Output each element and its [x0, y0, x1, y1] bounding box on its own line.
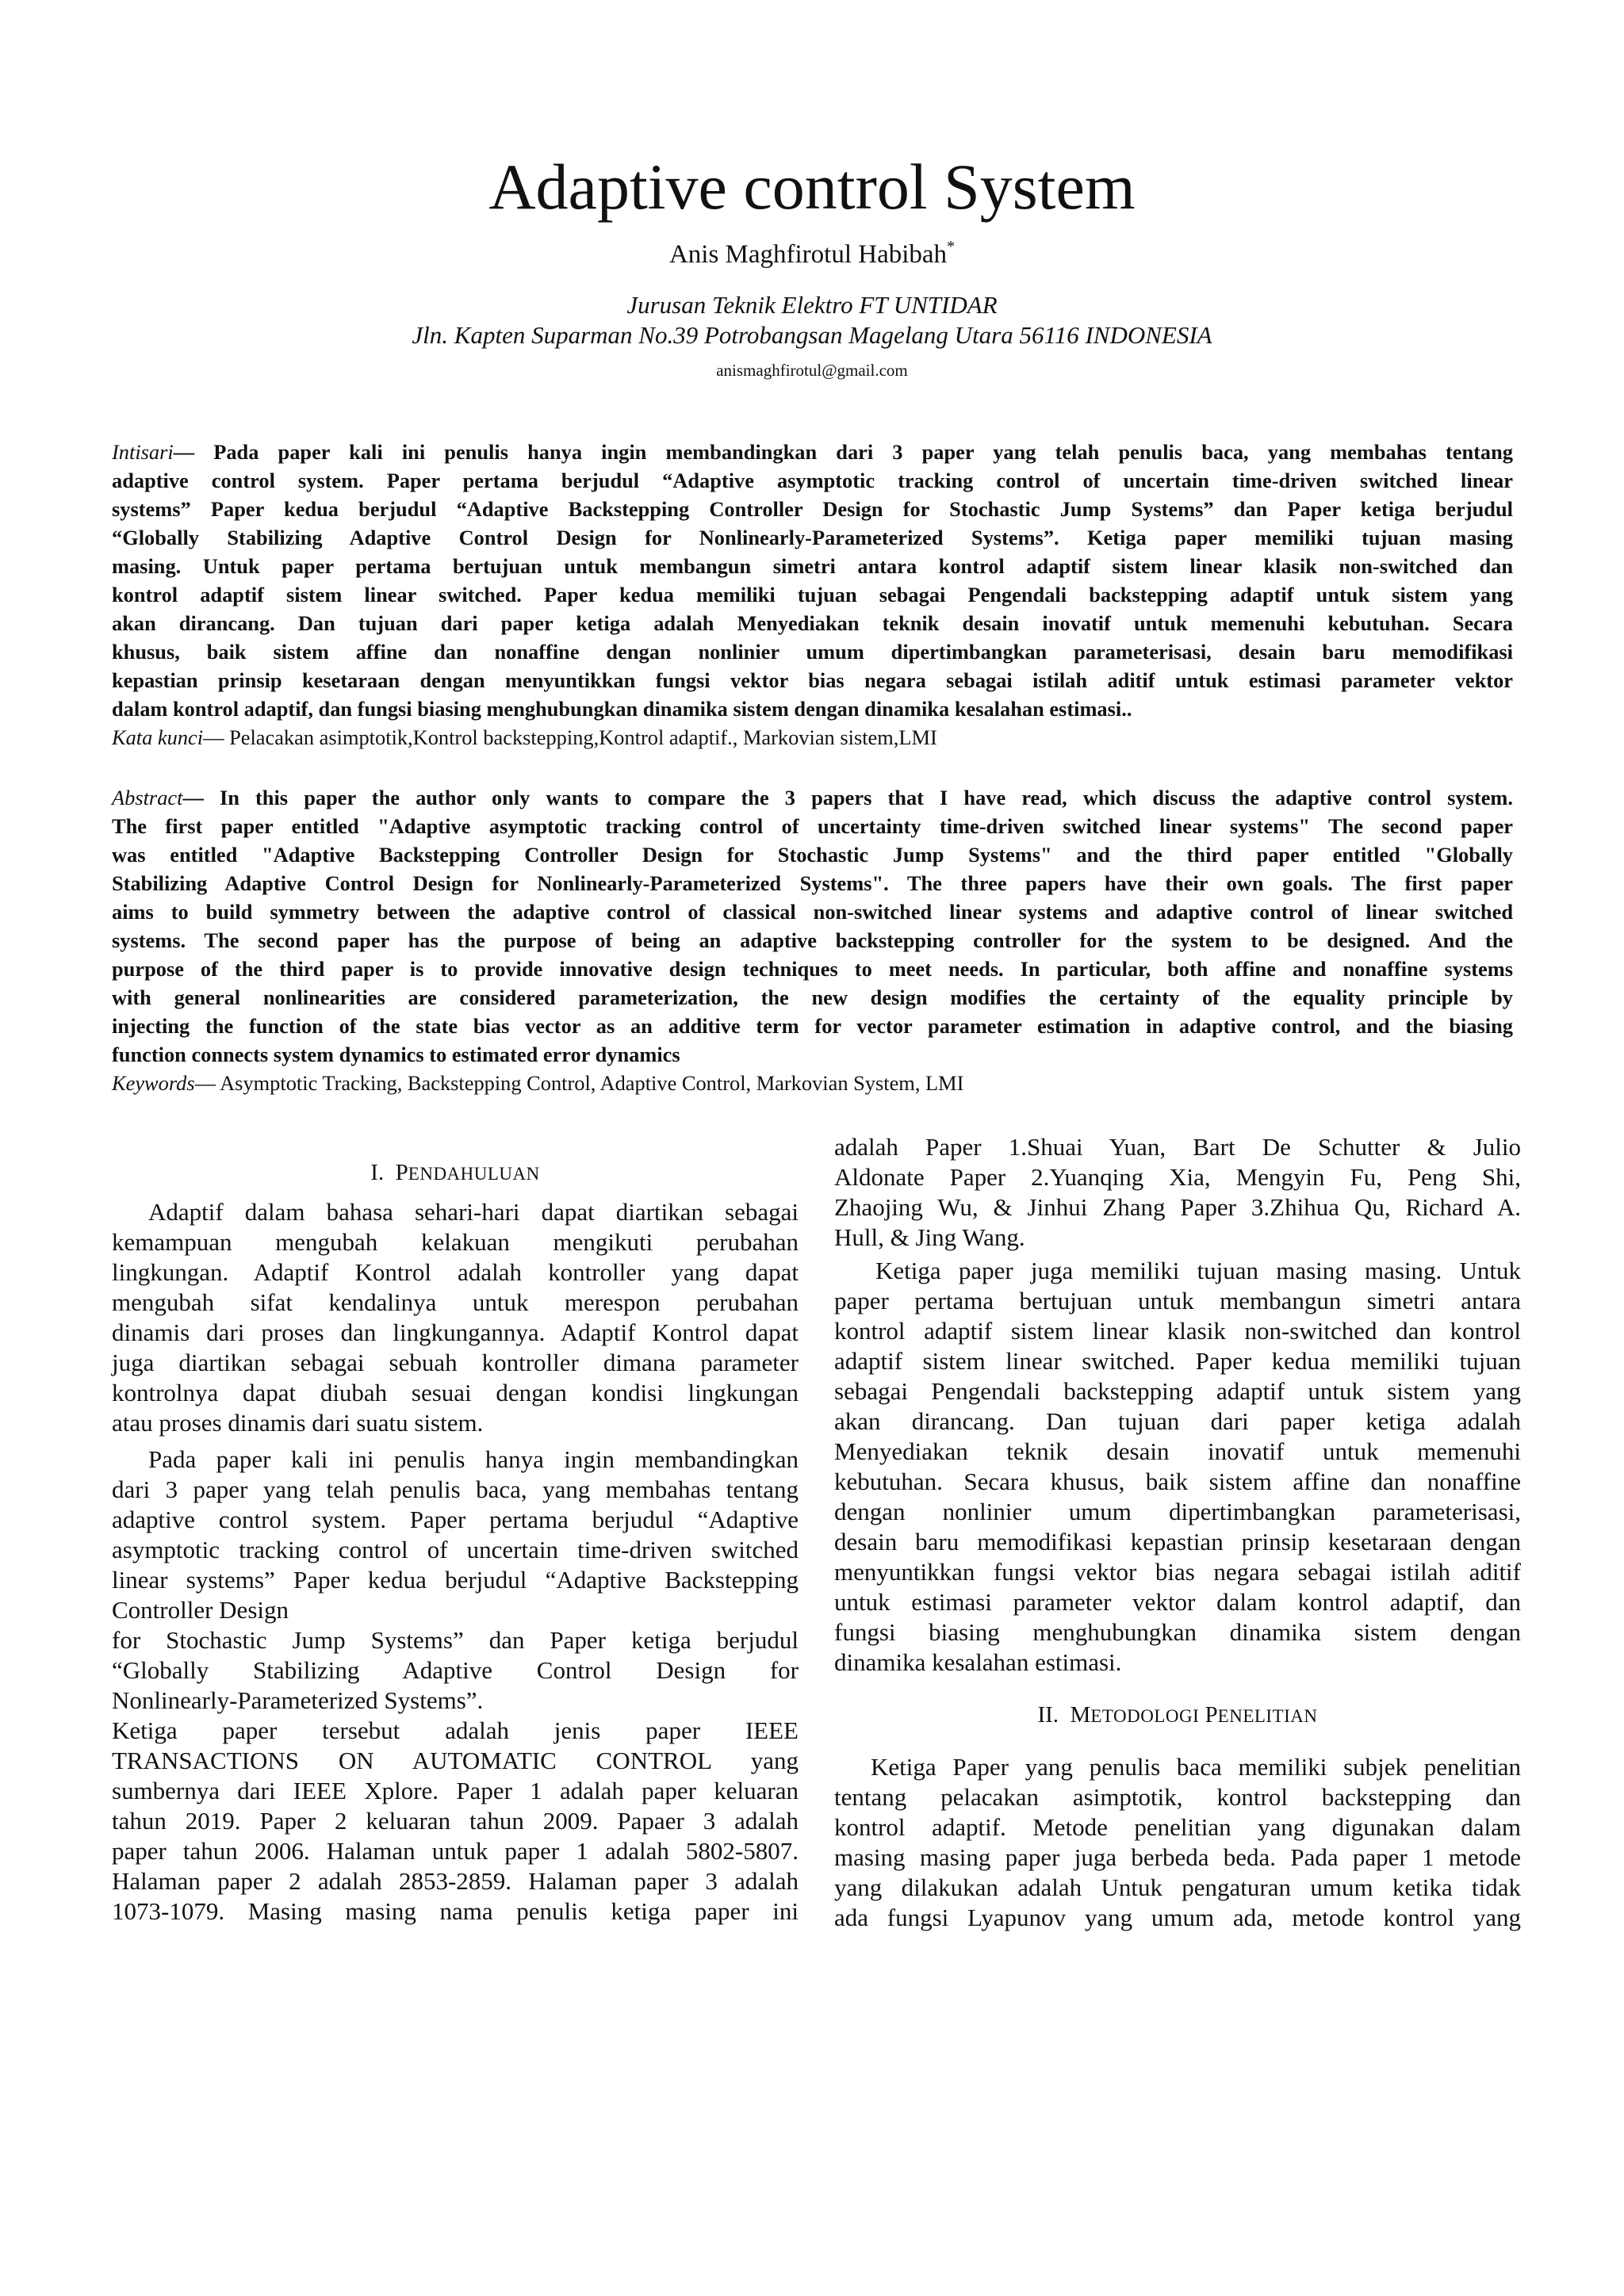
abstract-keywords — [112, 1069, 1513, 1097]
body-line: adaptif sistem linear switched. Paper kedua memiliki tujuan — [834, 1347, 1521, 1375]
author-text: Anis Maghfirotul Habibah — [668, 240, 948, 269]
body-line: Adaptif dalam bahasa sehari-hari dapat diartikan sebagai — [148, 1198, 799, 1226]
abstract-keywords-text: — Asymptotic Tracking, Backstepping Control, Adaptive Control, Markovian System, LMI — [194, 1071, 964, 1095]
abstract-line: Stabilizing Adaptive Control Design for Nonlinearly-Parameterized Systems". The three papers have their own goals. The first paper — [112, 871, 1513, 895]
body-line: TRANSACTIONS ON AUTOMATIC CONTROL yang — [112, 1747, 799, 1774]
body-line: kontrolnya dapat diubah sesuai dengan kondisi lingkungan — [112, 1379, 799, 1406]
abstract-line: The first paper entitled "Adaptive asymptotic tracking control of uncertainty time-driven switched linear systems" The second paper — [112, 814, 1513, 838]
body-line: akan dirancang. Dan tujuan dari paper ketiga adalah — [834, 1407, 1521, 1435]
body-line: Ketiga Paper yang penulis baca memiliki subjek penelitian — [871, 1753, 1521, 1781]
body-line: adaptive control system. Paper pertama berjudul “Adaptive — [112, 1506, 799, 1533]
section-title-rest: ETODOLOGI — [1090, 1706, 1200, 1726]
body-line: atau proses dinamis dari suatu sistem. — [112, 1409, 484, 1437]
section-number: II. — [1037, 1702, 1059, 1728]
intisari-line: akan dirancang. Dan tujuan dari paper ketiga adalah Menyediakan teknik desain inovatif untuk memenuhi kebutuhan. Secara — [112, 611, 1513, 635]
body-line: kebutuhan. Secara khusus, baik sistem affine dan nonaffine — [834, 1468, 1521, 1495]
abstract-line: systems. The second paper has the purpose of being an adaptive backstepping controller for the system to be designed. And the — [112, 928, 1513, 952]
body-line: for Stochastic Jump Systems” dan Paper ketiga berjudul — [112, 1626, 799, 1654]
intisari-line: kontrol adaptif sistem linear switched. Paper kedua memiliki tujuan sebagai Pengendali backstepping adaptif untuk sistem yang — [112, 583, 1513, 607]
body-line: desain baru memodifikasi kepastian prinsip kesetaraan dengan — [834, 1528, 1521, 1556]
body-line: linear systems” Paper kedua berjudul “Adaptive Backstepping — [112, 1566, 799, 1594]
abstract-block — [112, 783, 1513, 1097]
section-title-rest: ENELITIAN — [1217, 1706, 1318, 1726]
body-line: Nonlinearly-Parameterized Systems”. — [112, 1686, 484, 1714]
abstract-line: was entitled "Adaptive Backstepping Controller Design for Stochastic Jump Systems" and the third paper entitled "Globally — [112, 843, 1513, 867]
intisari-line-text: Pada paper kali ini penulis hanya ingin membandingkan dari 3 paper yang telah penulis baca, yang membahas tentang — [213, 440, 1513, 464]
affiliation-line-2: Jln. Kapten Suparman No.39 Potrobangsan Magelang Utara 56116 INDONESIA — [412, 321, 1212, 349]
body-line: lingkungan. Adaptif Kontrol adalah kontroller yang dapat — [112, 1258, 799, 1286]
abstract-line: injecting the function of the state bias vector as an additive term for vector parameter estimation in adaptive control, and the biasing — [112, 1014, 1513, 1038]
body-line: kontrol adaptif. Metode penelitian yang digunakan dalam — [834, 1813, 1521, 1841]
body-line: dengan nonlinier umum dipertimbangkan parameterisasi, — [834, 1498, 1521, 1525]
body-line: Hull, & Jing Wang. — [834, 1223, 1025, 1251]
body-line: tahun 2019. Paper 2 keluaran tahun 2009. Papaer 3 adalah — [112, 1807, 799, 1835]
body-line: paper pertama bertujuan untuk membangun simetri antara — [834, 1287, 1521, 1314]
section-number: I. — [370, 1160, 385, 1185]
intisari-keywords-text: — Pelacakan asimptotik,Kontrol backstepping,Kontrol adaptif., Markovian sistem,LMI — [203, 725, 937, 749]
body-line: dinamis dari proses dan lingkungannya. Adaptif Kontrol dapat — [112, 1318, 799, 1346]
body-line: Controller Design — [112, 1596, 289, 1624]
intisari-keywords-label: Kata kunci — [112, 725, 204, 749]
section-title-initial: P — [1205, 1702, 1218, 1728]
abstract-line: with general nonlinearities are considered parameterization, the new design modifies the certainty of the equality principle by — [112, 985, 1513, 1009]
intisari-block — [112, 438, 1513, 752]
section-title-initial: P — [395, 1160, 408, 1185]
section-heading-metodologi — [834, 1700, 1521, 1732]
body-line: adalah Paper 1.Shuai Yuan, Bart De Schutter & Julio — [834, 1133, 1521, 1161]
author-name — [0, 238, 1624, 271]
abstract-line: function connects system dynamics to estimated error dynamics — [112, 1043, 680, 1066]
author-footnote-mark: * — [947, 238, 956, 255]
abstract-line — [112, 783, 1513, 812]
body-line: paper tahun 2006. Halaman untuk paper 1 adalah 5802-5807. — [112, 1837, 799, 1865]
intisari-dash: — — [173, 440, 214, 464]
author-email: anismaghfirotul@gmail.com — [716, 361, 908, 380]
intisari-keywords — [112, 723, 1513, 752]
body-line: 1073-1079. Masing masing nama penulis ketiga paper ini — [112, 1897, 799, 1925]
body-line: ada fungsi Lyapunov yang umum ada, metode kontrol yang — [834, 1904, 1521, 1931]
body-line: kontrol adaptif sistem linear klasik non-switched dan kontrol — [834, 1317, 1521, 1345]
intisari-label: Intisari — [112, 440, 174, 464]
body-line: Pada paper kali ini penulis hanya ingin membandingkan — [148, 1445, 799, 1473]
body-line: dari 3 paper yang telah penulis baca, yang membahas tentang — [112, 1475, 799, 1503]
body-line: kemampuan mengubah kelakuan mengikuti perubahan — [112, 1228, 799, 1256]
body-line: mengubah sifat kendalinya untuk merespon perubahan — [112, 1288, 799, 1316]
body-line: fungsi biasing menghubungkan dinamika sistem dengan — [834, 1618, 1521, 1646]
intisari-line: khusus, baik sistem affine dan nonaffine dengan nonlinier umum dipertimbangkan parameterisasi, desain baru memodifikasi — [112, 640, 1513, 664]
body-line: untuk estimasi parameter vektor dalam kontrol adaptif, dan — [834, 1588, 1521, 1616]
body-line: Ketiga paper juga memiliki tujuan masing masing. Untuk — [875, 1257, 1521, 1284]
intisari-line: kepastian prinsip kesetaraan dengan menyuntikkan fungsi vektor bias negara sebagai istilah aditif untuk estimasi parameter vektor — [112, 668, 1513, 692]
affiliation — [0, 290, 1624, 350]
intisari-line — [112, 438, 1513, 466]
body-line: juga diartikan sebagai sebuah kontroller dimana parameter — [112, 1349, 799, 1376]
section-title-rest: ENDAHULUAN — [408, 1164, 540, 1184]
body-line: Halaman paper 2 adalah 2853-2859. Halaman paper 3 adalah — [112, 1867, 799, 1895]
section-title-initial: M — [1070, 1702, 1091, 1728]
abstract-line: purpose of the third paper is to provide innovative design techniques to meet needs. In particular, both affine and nonaffine systems — [112, 957, 1513, 981]
body-line: sebagai Pengendali backstepping adaptif untuk sistem yang — [834, 1377, 1521, 1405]
intisari-line: adaptive control system. Paper pertama berjudul “Adaptive asymptotic tracking control of uncertain time-driven switched linear — [112, 469, 1513, 492]
abstract-label: Abstract — [112, 786, 183, 809]
body-line: sumbernya dari IEEE Xplore. Paper 1 adalah paper keluaran — [112, 1777, 799, 1804]
body-line: menyuntikkan fungsi vektor bias negara sebagai istilah aditif — [834, 1558, 1521, 1586]
body-line: Menyediakan teknik desain inovatif untuk memenuhi — [834, 1437, 1521, 1465]
intisari-line: dalam kontrol adaptif, dan fungsi biasing menghubungkan dinamika sistem dengan dinamika kesalahan estimasi.. — [112, 697, 1132, 721]
body-line: tentang pelacakan asimptotik, kontrol backstepping dan — [834, 1783, 1521, 1811]
body-line: Zhaojing Wu, & Jinhui Zhang Paper 3.Zhihua Qu, Richard A. — [834, 1193, 1521, 1221]
section-heading-pendahuluan — [112, 1158, 799, 1189]
intisari-line: systems” Paper kedua berjudul “Adaptive Backstepping Controller Design for Stochastic Jump Systems” dan Paper ketiga berjudul — [112, 497, 1513, 521]
intisari-line: “Globally Stabilizing Adaptive Control Design for Nonlinearly-Parameterized Systems”. Ketiga paper memiliki tujuan masing — [112, 526, 1513, 549]
body-line: masing masing paper juga berbeda beda. Pada paper 1 metode — [834, 1843, 1521, 1871]
abstract-line-text: In this paper the author only wants to compare the 3 papers that I have read, which discuss the adaptive control system. — [219, 786, 1513, 809]
paper-title: Adaptive control System — [488, 151, 1136, 223]
abstract-dash: — — [182, 786, 220, 809]
intisari-line: masing. Untuk paper pertama bertujuan untuk membangun simetri antara kontrol adaptif sistem linear klasik non-switched dan — [112, 554, 1513, 578]
abstract-line: aims to build symmetry between the adaptive control of classical non-switched linear systems and adaptive control of linear switched — [112, 900, 1513, 924]
affiliation-line-1: Jurusan Teknik Elektro FT UNTIDAR — [626, 291, 998, 319]
body-line: Ketiga paper tersebut adalah jenis paper IEEE — [112, 1716, 799, 1744]
body-line: Aldonate Paper 2.Yuanqing Xia, Mengyin Fu, Peng Shi, — [834, 1163, 1521, 1191]
body-line: asymptotic tracking control of uncertain time-driven switched — [112, 1536, 799, 1563]
body-line: yang dilakukan adalah Untuk pengaturan umum ketika tidak — [834, 1873, 1521, 1901]
body-line: “Globally Stabilizing Adaptive Control Design for — [112, 1656, 799, 1684]
body-line: dinamika kesalahan estimasi. — [834, 1648, 1122, 1676]
abstract-keywords-label: Keywords — [112, 1071, 195, 1095]
